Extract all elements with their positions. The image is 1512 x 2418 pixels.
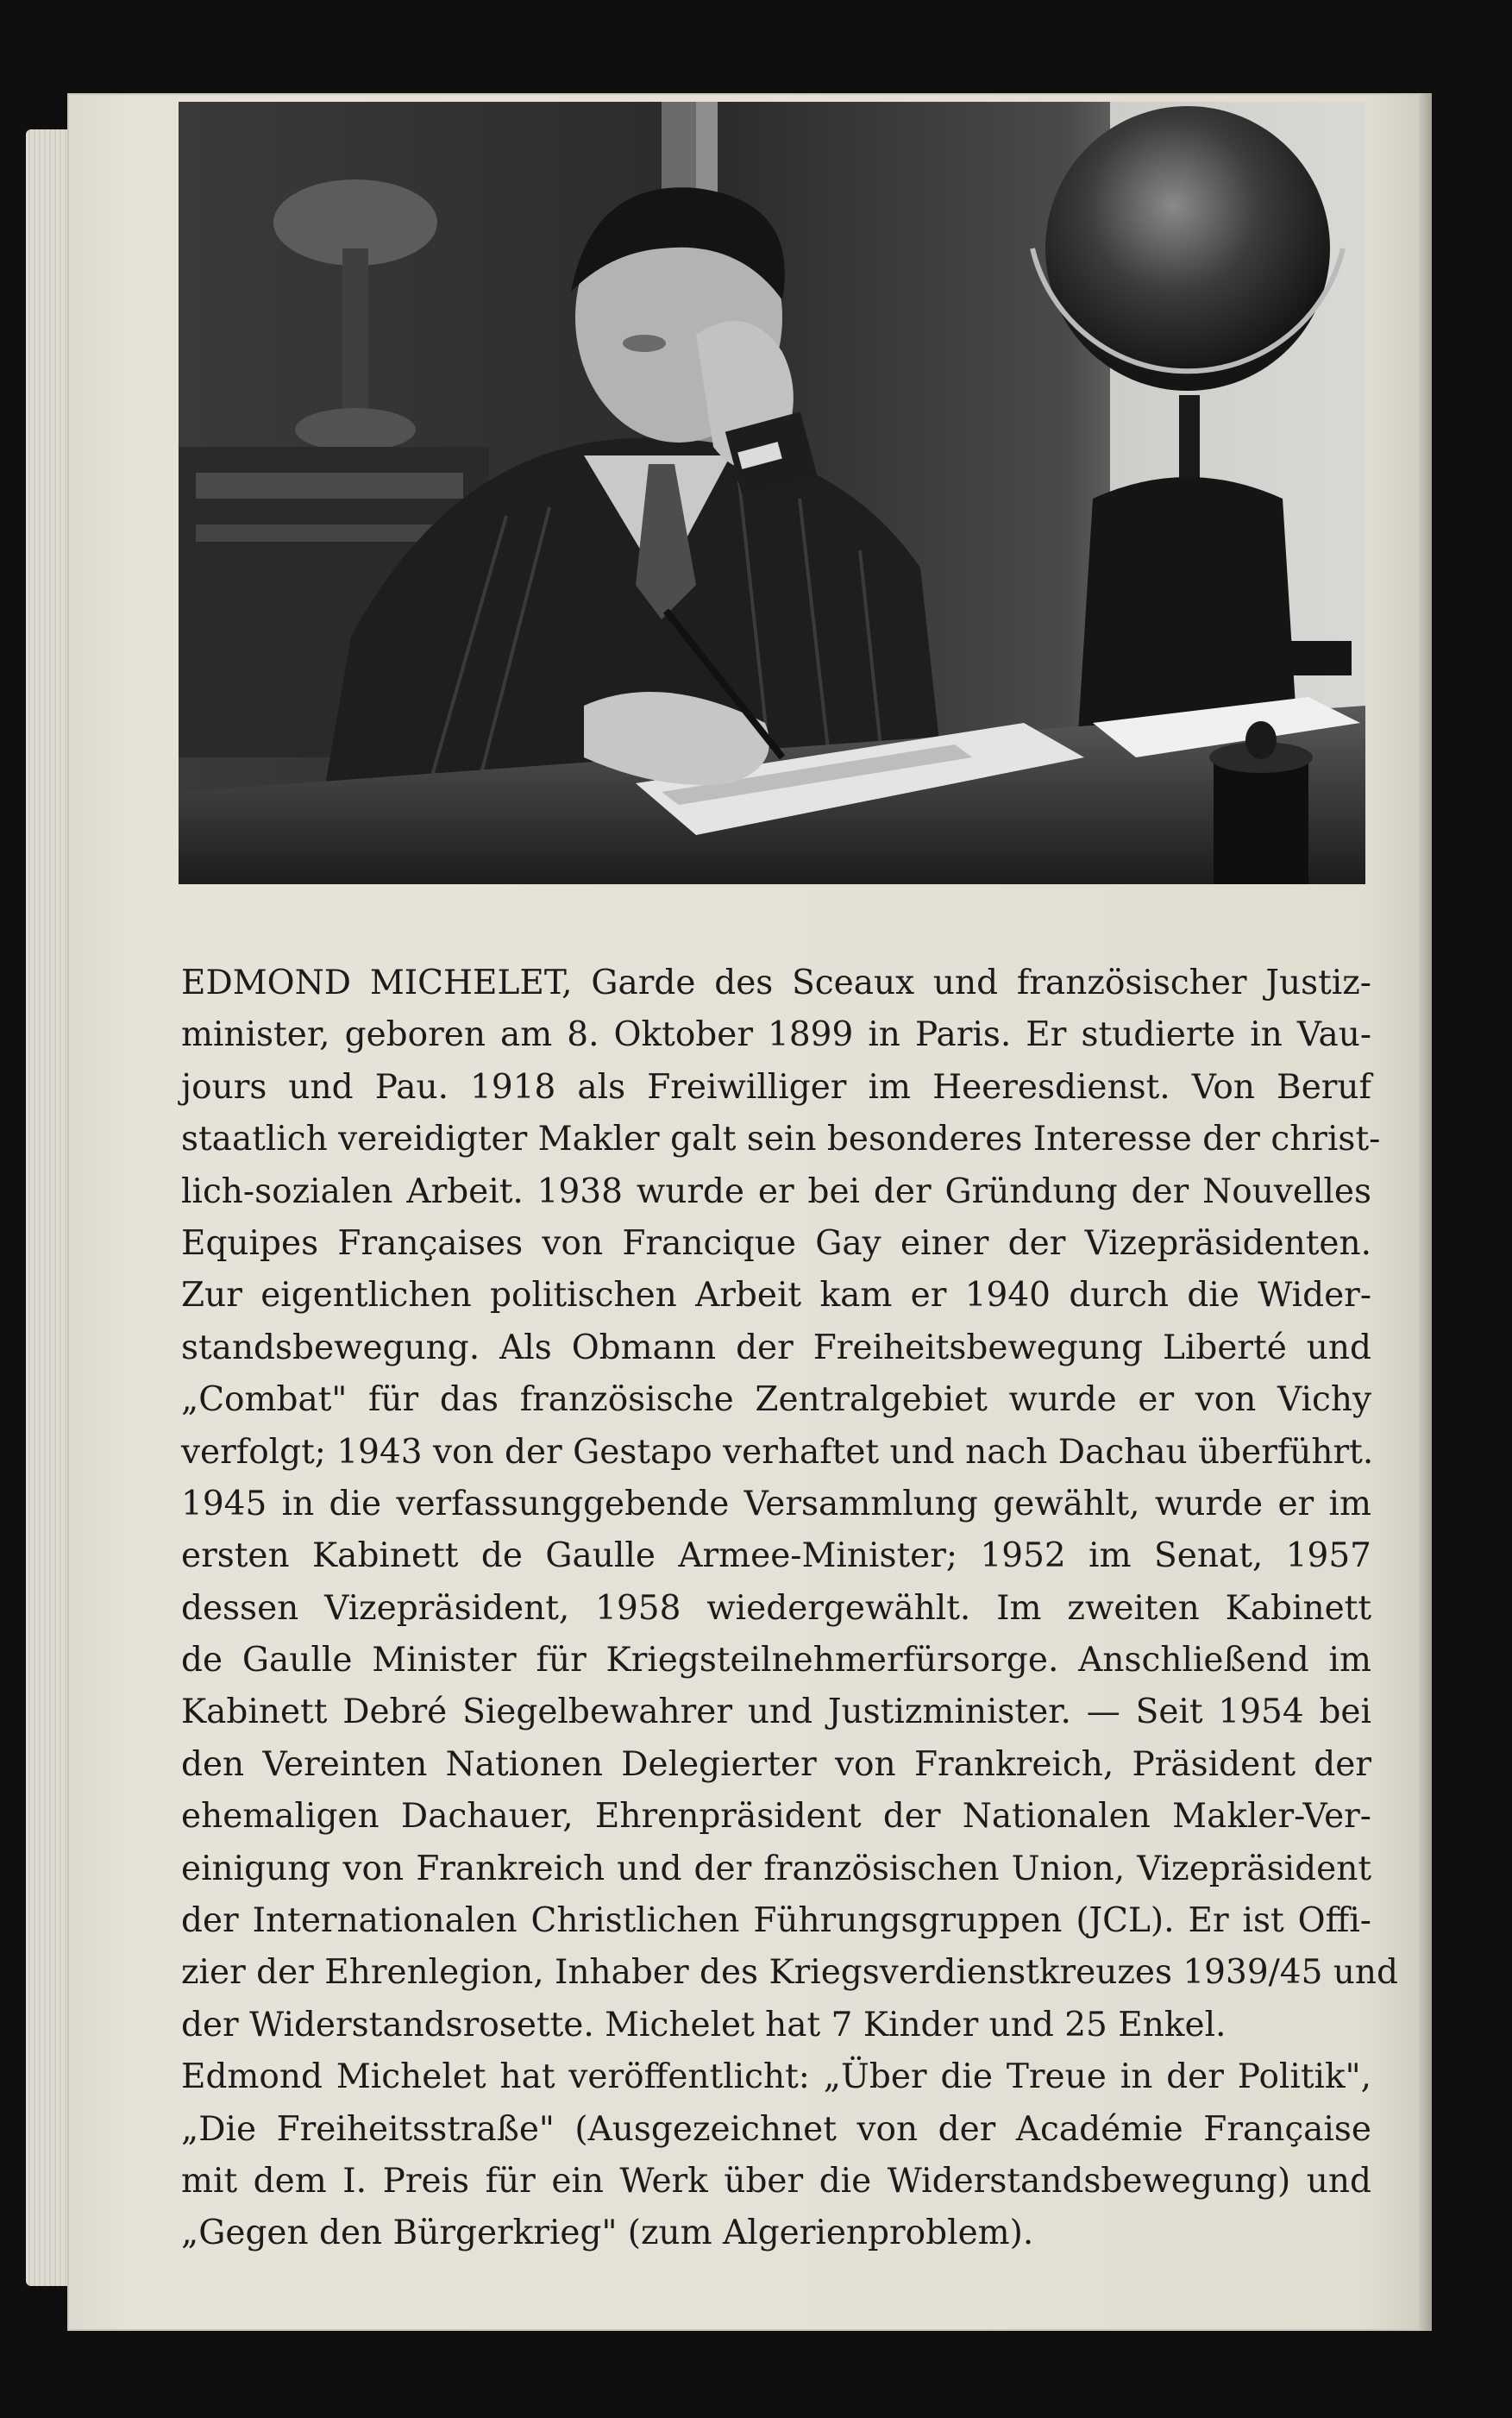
cover-right-edge	[1419, 93, 1432, 2331]
bio-line: jours und Pau. 1918 als Freiwilliger im Heeresdienst. Von Beruf	[181, 1067, 1371, 1107]
bio-line: minister, geboren am 8. Oktober 1899 in Paris. Er studierte in Vau-	[181, 1015, 1371, 1055]
bio-line: 1945 in die verfassunggebende Versammlung gewählt, wurde er im	[181, 1484, 1371, 1523]
bio-line: lich-sozialen Arbeit. 1938 wurde er bei der Gründung der Nouvelles	[181, 1171, 1371, 1211]
biography-text	[181, 958, 1398, 2260]
bio-line: „Combat" für das französische Zentralgebiet wurde er von Vichy	[181, 1380, 1371, 1420]
bio-line: Zur eigentlichen politischen Arbeit kam er 1940 durch die Wider-	[181, 1276, 1371, 1316]
bio-line: „Gegen den Bürgerkrieg" (zum Algerienproblem).	[181, 2214, 1034, 2253]
bio-line: staatlich vereidigter Makler galt sein besonderes Interesse der christ-	[181, 1120, 1381, 1159]
bio-line: der Widerstandsrosette. Michelet hat 7 Kinder und 25 Enkel.	[181, 2005, 1227, 2044]
bio-line: dessen Vizepräsident, 1958 wiedergewählt. Im zweiten Kabinett	[181, 1588, 1371, 1628]
bio-line: zier der Ehrenlegion, Inhaber des Kriegsverdienstkreuzes 1939/45 und	[181, 1953, 1398, 1993]
bio-line: ehemaligen Dachauer, Ehrenpräsident der Nationalen Makler-Ver-	[181, 1797, 1371, 1837]
author-photo	[179, 102, 1365, 884]
bio-line: standsbewegung. Als Obmann der Freiheitsbewegung Liberté und	[181, 1328, 1371, 1367]
bio-line: Kabinett Debré Siegelbewahrer und Justizminister. — Seit 1954 bei	[181, 1693, 1371, 1732]
bio-line: Edmond Michelet hat veröffentlicht: „Über die Treue in der Politik",	[181, 2057, 1371, 2097]
bio-line: ersten Kabinett de Gaulle Armee-Minister; 1952 im Senat, 1957	[181, 1536, 1371, 1576]
bio-line: verfolgt; 1943 von der Gestapo verhaftet und nach Dachau überführt.	[181, 1432, 1374, 1472]
author-photo-illustration	[179, 102, 1365, 884]
bio-line: der Internationalen Christlichen Führungsgruppen (JCL). Er ist Offi-	[181, 1901, 1371, 1941]
bio-line: Equipes Françaises von Francique Gay einer der Vizepräsidenten.	[181, 1223, 1371, 1263]
bio-line: „Die Freiheitsstraße" (Ausgezeichnet von der Académie Française	[181, 2109, 1371, 2149]
bio-line: den Vereinten Nationen Delegierter von Frankreich, Präsident der	[181, 1744, 1371, 1784]
bio-line: mit dem I. Preis für ein Werk über die Widerstandsbewegung) und	[181, 2161, 1371, 2201]
bio-line: einigung von Frankreich und der französischen Union, Vizepräsident	[181, 1849, 1371, 1888]
bio-line: de Gaulle Minister für Kriegsteilnehmerfürsorge. Anschließend im	[181, 1641, 1371, 1680]
bio-line: EDMOND MICHELET, Garde des Sceaux und französischer Justiz-	[181, 964, 1371, 1002]
